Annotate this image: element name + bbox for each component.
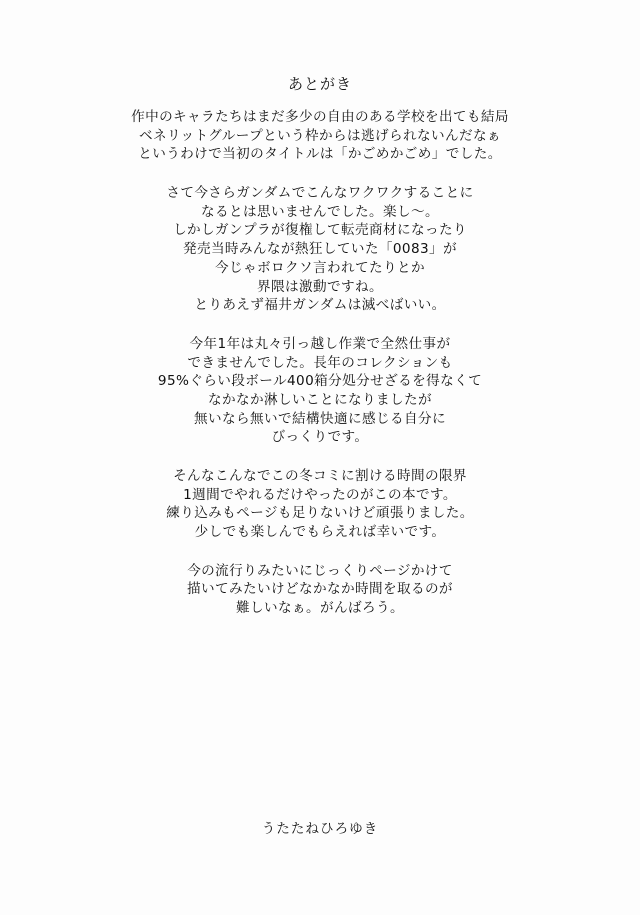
- page-title: あとがき: [287, 75, 352, 93]
- text-line: さて今さらガンダムでこんなワクワクすることに: [166, 185, 474, 202]
- text-line: 今じゃボロクソ言われてたりとか: [215, 259, 425, 276]
- text-line: なかなか淋しいことになりましたが: [208, 391, 432, 408]
- paragraph-1: [0, 108, 640, 164]
- text-line: 少しでも楽しんでもらえれば幸いです。: [194, 524, 446, 541]
- text-line: ベネリットグループという枠からは逃げられないんだなぁ: [139, 127, 501, 144]
- text-line: そんなこんなでこの冬コミに割ける時間の限界: [173, 468, 467, 484]
- text-line: 1週間でやれるだけやったのがこの本です。: [183, 486, 457, 503]
- text-line: 発売当時みんなが熱狂していた「0083」が: [182, 241, 458, 258]
- text-line: 無いなら無いで結構快適に感じる自分に: [194, 410, 446, 427]
- text-line: 練り込みもページも足りないけど頑張りました。: [166, 505, 474, 522]
- text-line: というわけで当初のタイトルは「かごめかごめ」でした。: [138, 146, 502, 163]
- text-line: びっくりです。: [271, 429, 369, 446]
- author-signature: うたたねひろゆき: [261, 821, 379, 837]
- paragraph-2: [0, 184, 640, 315]
- afterword-body: [0, 108, 640, 638]
- text-line: なるとは思いませんでした。楽し〜。: [201, 203, 439, 220]
- text-line: 描いてみたいけどなかなか時間を取るのが: [187, 581, 453, 598]
- text-line: 今の流行りみたいにじっくりページかけて: [187, 562, 453, 579]
- text-line: しかしガンプラが復権して転売商材になったり: [173, 222, 467, 239]
- text-line: 難しいなぁ。がんばろう。: [236, 600, 404, 617]
- text-line: とりあえず福井ガンダムは滅べばいい。: [194, 297, 446, 314]
- text-line: 作中のキャラたちはまだ多少の自由のある学校を出ても結局: [131, 109, 509, 125]
- text-line: 95%ぐらい段ボール400箱分処分せざるを得なくて: [157, 373, 483, 390]
- text-line: できませんでした。長年のコレクションも: [187, 354, 453, 371]
- text-line: 界隈は激動ですね。: [257, 278, 383, 295]
- text-line: 今年1年は丸々引っ越し作業で全然仕事が: [189, 335, 451, 352]
- paragraph-5: [0, 562, 640, 618]
- paragraph-3: [0, 335, 640, 447]
- paragraph-4: [0, 467, 640, 542]
